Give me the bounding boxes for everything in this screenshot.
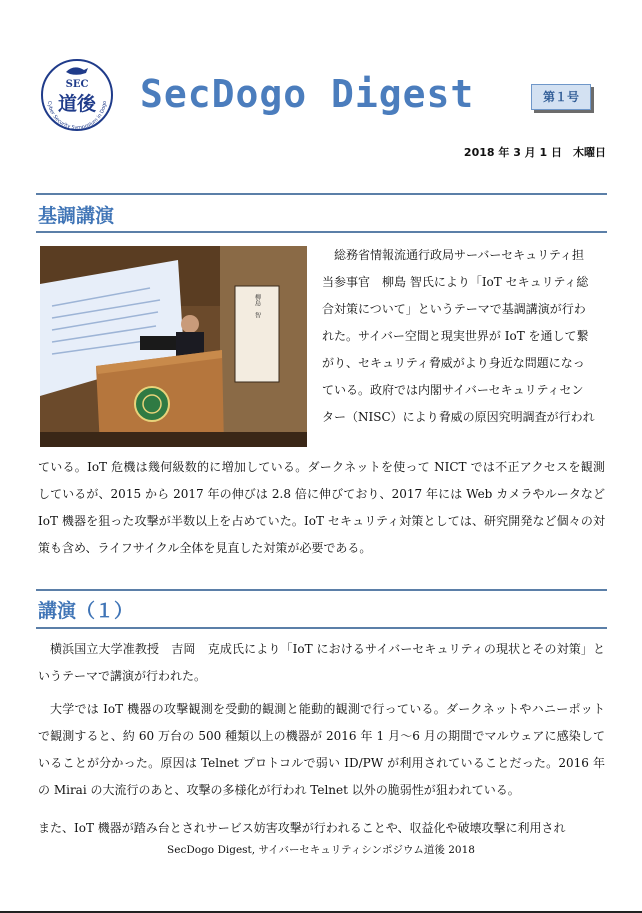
section-divider: [36, 193, 607, 195]
section-heading-lecture-1: 講演（１）: [38, 600, 134, 622]
logo-top-text: SEC: [65, 79, 89, 90]
lecture-paragraph: 横浜国立大学准教授 吉岡 克成氏により「IoT におけるサイバーセキュリティの現状とその対策」というテーマで講演が行われた。: [38, 642, 605, 683]
newsletter-title: SecDogo Digest: [140, 72, 475, 116]
page-footer: SecDogo Digest, サイバーセキュリティシンポジウム道後 2018: [167, 844, 475, 856]
podium-emblem: [135, 387, 169, 421]
nameplate-text: 柳島 智: [253, 294, 261, 318]
issue-badge: 第１号: [531, 84, 591, 110]
keynote-intro-text: 総務省情報流通行政局サーバーセキュリティ担 当参事官 柳島 智氏により「IoT セキュリティ総 合対策について」というテーマで基調講演が行わ れた。サイバー空間と現実世界が IoT を通して繋 がり、セキュリティ脅威がより身近な問題になっ ている。政府では内閣サイバーセキュリティセン ター（NISC）により脅威の原因究明調査が行われ: [322, 248, 595, 424]
sec-dogo-logo: [40, 58, 114, 132]
keynote-body-text: ている。IoT 危機は幾何級数的に増加している。ダークネットを使って NICT では不正アクセスを観測しているが、2015 から 2017 年の伸びは 2.8 倍に伸びており、2017 年には Web カメラやルータなど IoT 機器を狙った攻撃が半数以上を占めていた。IoT セキュリティ対策としては、研究開発など個々の対策も含め、ライフサイクル全体を見直した対策が必要である。: [38, 460, 605, 555]
section-heading-keynote: 基調講演: [38, 205, 115, 227]
section-divider: [36, 231, 607, 233]
keynote-photo: [40, 246, 307, 447]
logo-ring-text: Cyber Security Symposium in Dogo: [45, 100, 109, 132]
lecture-paragraph: また、IoT 機器が踏み台とされサービス妨害攻撃が行われることや、収益化や破壊攻撃に利用され: [38, 821, 566, 835]
section-divider: [36, 589, 607, 591]
logo-main-text: 道後: [57, 93, 97, 115]
issue-date: 2018 年 3 月 1 日 木曜日: [463, 146, 606, 159]
lecture-paragraph: 大学では IoT 機器の攻撃観測を受動的観測と能動的観測で行っている。ダークネットやハニーポットで観測すると、約 60 万台の 500 種類以上の機器が 2016 年 1 月～6 月の期間でマルウェアに感染していることが分かった。原因は Telnet プロトコルで弱い ID/PW が利用されていることだった。2016 年の Mirai の大流行のあと、攻撃の多様化が行われ Telnet 以外の脆弱性が狙われている。: [38, 702, 605, 797]
section-divider: [36, 627, 607, 629]
